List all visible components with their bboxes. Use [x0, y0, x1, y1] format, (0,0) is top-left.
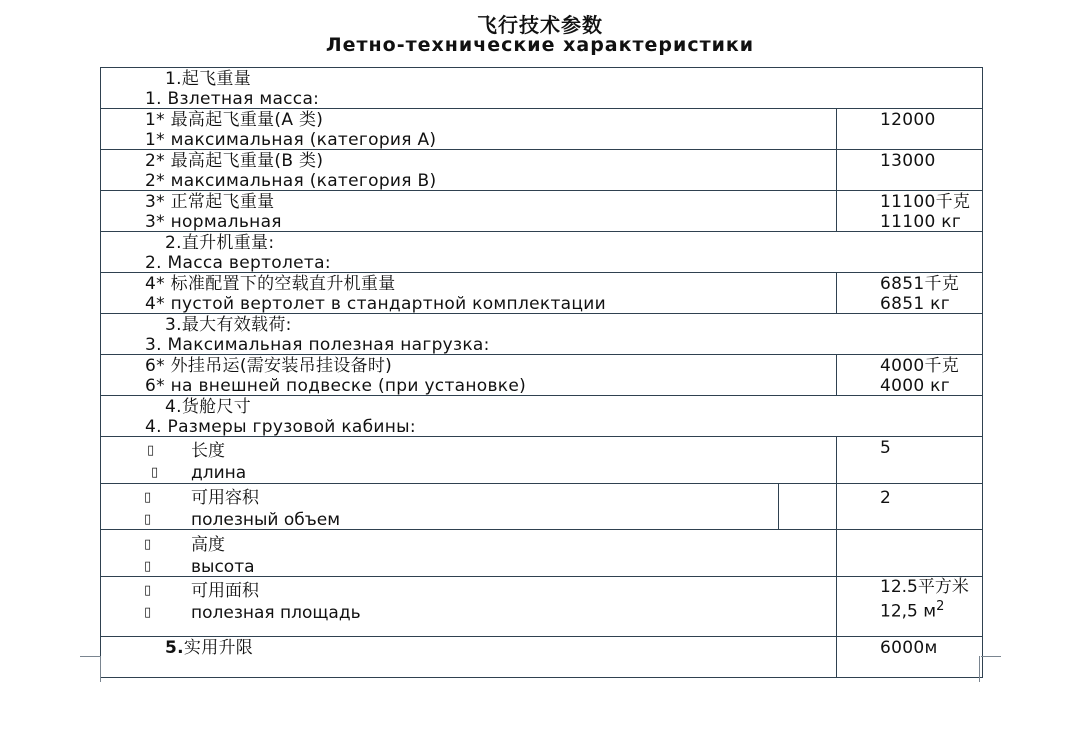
row-label-ru: 4. Размеры грузовой кабины: — [145, 417, 416, 437]
bullet-icon: ▯ — [144, 559, 152, 574]
row-value — [880, 578, 975, 622]
row-label-cn: 可用容积 — [191, 488, 259, 508]
row-label-ru: 3. Максимальная полезная нагрузка: — [145, 335, 490, 355]
row-label-cn: 3.最大有效载荷: — [165, 315, 292, 335]
table-row-area — [101, 577, 982, 637]
row-label-ru: 1* максимальная (категория А) — [145, 130, 437, 150]
row-value-cn: 6851千克 — [880, 274, 960, 294]
row-value: 13000 — [880, 151, 936, 171]
row-label-cn — [165, 638, 253, 658]
table-row-max-a — [101, 109, 982, 150]
row-label-ru: 4* пустой вертолет в стандартной комплектации — [145, 294, 606, 314]
row-label-cn: 3* 正常起飞重量 — [145, 192, 275, 212]
row-label-ru: 3* нормальная — [145, 212, 282, 232]
crop-mark — [979, 656, 980, 682]
title-russian: Летно-технические характеристики — [325, 34, 755, 56]
row-number: 5. — [165, 638, 184, 658]
table-row-takeoff-header — [101, 68, 982, 109]
value-divider — [836, 355, 837, 395]
row-value-ru: 4000 кг — [880, 376, 950, 396]
value-divider — [836, 484, 837, 529]
row-label-cn: 高度 — [191, 535, 225, 555]
row-value-cn: 11100千克 — [880, 192, 971, 212]
table-row-height — [101, 530, 982, 577]
crop-mark — [80, 656, 100, 657]
table-row-heli-header — [101, 232, 982, 273]
table-row-normal — [101, 191, 982, 232]
row-value: 2 — [880, 488, 891, 508]
bullet-icon: ▯ — [144, 512, 152, 527]
table-row-length — [101, 437, 982, 484]
row-value-cn: 12.5平方米 — [880, 577, 969, 597]
value-divider — [836, 273, 837, 313]
row-label-ru: 2* максимальная (категория В) — [145, 171, 437, 191]
row-value-ru: 6851 кг — [880, 294, 950, 314]
row-label-ru: 1. Взлетная масса: — [145, 89, 320, 109]
value-divider — [836, 109, 837, 149]
row-value: 12000 — [880, 110, 936, 130]
cell-divider — [778, 484, 779, 529]
value-divider — [836, 637, 837, 677]
value-divider — [836, 530, 837, 576]
row-label-cn: 1.起飞重量 — [165, 69, 252, 89]
bullet-icon: ▯ — [144, 605, 152, 620]
row-label-ru: 2. Масса вертолета: — [145, 253, 331, 273]
table-row-payload-header — [101, 314, 982, 355]
table-row-volume — [101, 484, 982, 530]
row-label-cn: 1* 最高起飞重量(A 类) — [145, 110, 324, 130]
row-label-cn: 长度 — [191, 441, 225, 461]
bullet-icon: ▯ — [144, 537, 152, 552]
bullet-icon: ▯ — [144, 490, 152, 505]
value-divider — [836, 577, 837, 636]
crop-mark — [100, 656, 101, 682]
row-value-ru: 12,5 м — [880, 601, 937, 622]
table-row-ceiling — [101, 637, 982, 678]
crop-mark — [981, 656, 1001, 657]
title-chinese: 飞行技术参数 — [477, 13, 603, 37]
row-value-cn: 4000千克 — [880, 356, 960, 376]
table-row-max-b — [101, 150, 982, 191]
bullet-icon: ▯ — [147, 443, 155, 458]
value-divider — [836, 150, 837, 190]
value-divider — [836, 191, 837, 231]
row-label-text: 实用升限 — [183, 638, 254, 658]
row-label-cn: 可用面积 — [191, 581, 259, 601]
row-label-ru: полезный объем — [191, 510, 341, 530]
bullet-icon: ▯ — [144, 583, 152, 598]
row-label-ru: высота — [191, 557, 255, 577]
row-value: 6000м — [880, 638, 938, 658]
row-label-ru: полезная площадь — [191, 603, 361, 623]
row-label-cn: 2.直升机重量: — [165, 233, 275, 253]
unit-exponent: 2 — [936, 599, 945, 614]
row-label-ru: 6* на внешней подвеске (при установке) — [145, 376, 527, 396]
row-label-ru: длина — [191, 463, 247, 483]
row-label-cn: 6* 外挂吊运(需安装吊挂设备时) — [145, 356, 393, 376]
spec-table — [100, 67, 983, 678]
row-label-cn: 4* 标准配置下的空载直升机重量 — [145, 274, 396, 294]
bullet-icon: ▯ — [151, 465, 159, 480]
row-value-ru: 11100 кг — [880, 212, 962, 232]
row-label-cn: 4.货舱尺寸 — [165, 397, 252, 417]
row-label-cn: 2* 最高起飞重量(B 类) — [145, 151, 324, 171]
table-row-cabin-header — [101, 396, 982, 437]
row-value: 5 — [880, 438, 891, 458]
table-row-sling — [101, 355, 982, 396]
value-divider — [836, 437, 837, 483]
table-row-empty-weight — [101, 273, 982, 314]
